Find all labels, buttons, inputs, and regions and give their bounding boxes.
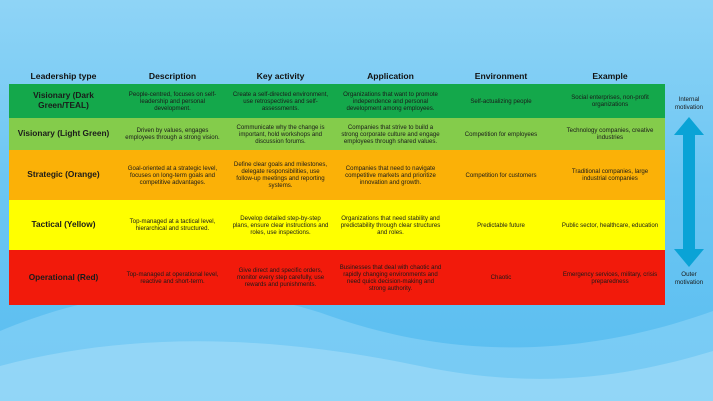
row-visionary-light-green-description: Driven by values, engages employees through a strong vision. (118, 118, 227, 150)
row-operational-description: Top-managed at operational level, reactive and short-term. (118, 250, 227, 305)
header-environment: Environment (474, 70, 528, 81)
row-operational-example: Emergency services, military, crisis preparedness (555, 250, 665, 305)
row-strategic-key-activity: Define clear goals and milestones, delegate responsibilities, use follow-up meetings and reporting systems. (227, 150, 334, 200)
row-visionary-light-green-type: Visionary (Light Green) (9, 118, 118, 150)
header-application: Application (367, 70, 414, 81)
row-visionary-light-green-environment: Competition for employees (447, 118, 555, 150)
internal-motivation-label: Internal motivation (674, 96, 704, 111)
double-arrow-icon (674, 117, 704, 267)
row-visionary-teal-type: Visionary (Dark Green/TEAL) (9, 84, 118, 118)
row-operational-application: Businesses that deal with chaotic and rapidly changing environments and need quick decision-making and strong authority. (334, 250, 447, 305)
row-visionary-teal-application: Organizations that want to promote independence and personal development among employees. (334, 84, 447, 118)
row-strategic-example: Traditional companies, large industrial companies (555, 150, 665, 200)
row-visionary-teal-example: Social enterprises, non-profit organizations (555, 84, 665, 118)
row-tactical-key-activity: Develop detailed step-by-step plans, ensure clear instructions and roles, use inspections. (227, 200, 334, 250)
row-strategic-environment: Competition for customers (447, 150, 555, 200)
header-key-activity: Key activity (256, 70, 305, 81)
row-strategic-description: Goal-oriented at a strategic level, focuses on long-term goals and competitive advantages. (118, 150, 227, 200)
row-operational-key-activity: Give direct and specific orders, monitor every step carefully, use rewards and punishments. (227, 250, 334, 305)
row-visionary-teal-environment: Self-actualizing people (447, 84, 555, 118)
header-example: Example (592, 70, 628, 81)
row-visionary-light-green-key-activity: Communicate why the change is important, hold workshops and discussion forums. (227, 118, 334, 150)
row-tactical-type: Tactical (Yellow) (9, 200, 118, 250)
outer-motivation-label: Outer motivation (674, 271, 704, 286)
leadership-table (9, 67, 665, 305)
row-tactical-example: Public sector, healthcare, education (555, 200, 665, 250)
row-visionary-teal-description: People-centred, focuses on self-leadership and personal development. (118, 84, 227, 118)
row-strategic-type: Strategic (Orange) (9, 150, 118, 200)
row-visionary-light-green-application: Companies that strive to build a strong corporate culture and engage employees through shared values. (334, 118, 447, 150)
row-visionary-light-green-example: Technology companies, creative industries (555, 118, 665, 150)
row-operational-environment: Chaotic (447, 250, 555, 305)
row-tactical-description: Top-managed at a tactical level, hierarchical and structured. (118, 200, 227, 250)
row-strategic-application: Companies that need to navigate competitive markets and prioritize innovation and growth. (334, 150, 447, 200)
header-leadership-type: Leadership type (30, 70, 97, 81)
header-description: Description (148, 70, 197, 81)
row-tactical-environment: Predictable future (447, 200, 555, 250)
row-operational-type: Operational (Red) (9, 250, 118, 305)
row-visionary-teal-key-activity: Create a self-directed environment, use retrospectives and self-assessments. (227, 84, 334, 118)
row-tactical-application: Organizations that need stability and predictability through clear structures and roles. (334, 200, 447, 250)
